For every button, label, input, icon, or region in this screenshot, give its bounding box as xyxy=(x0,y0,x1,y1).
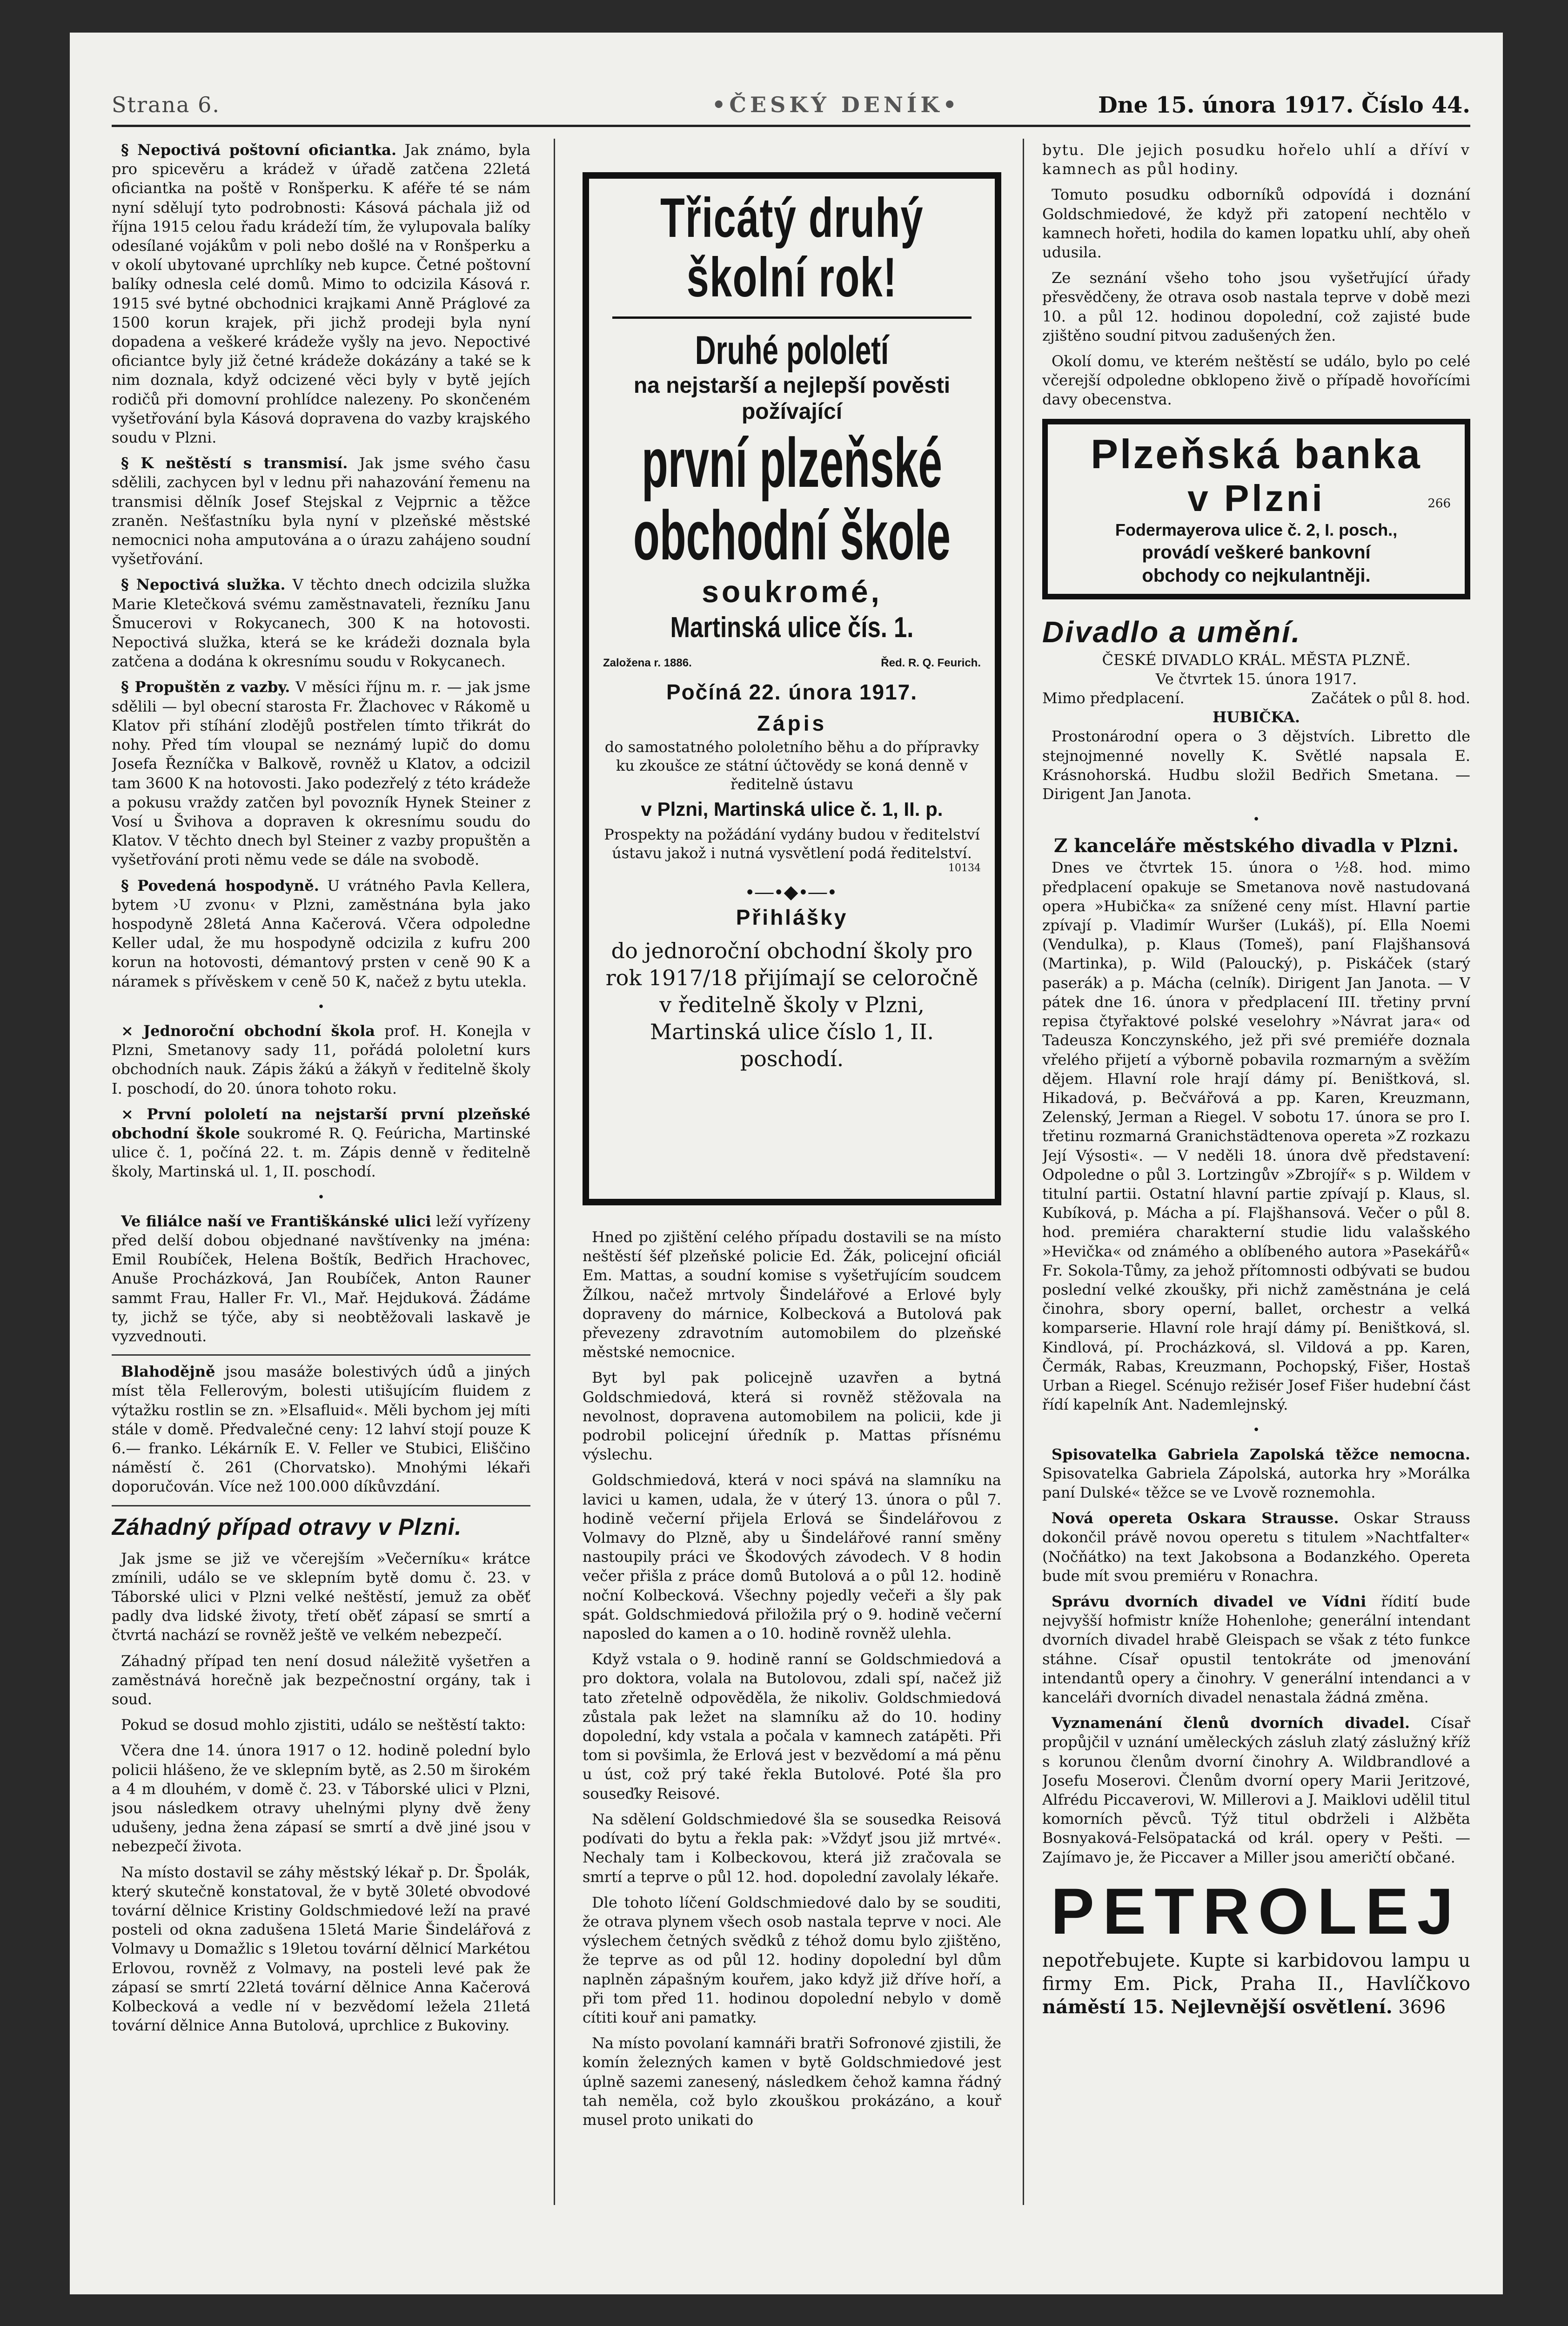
petrolej-text: nepotřebujete. Kupte si karbidovou lampu u firmy Em. Pick, Praha II., Havlíčkovo xyxy=(1042,1950,1470,1995)
article-lead: § K neštěstí s transmisí. xyxy=(121,454,348,472)
article-lead: Nová opereta Oskara Strausse. xyxy=(1052,1509,1339,1527)
ad-founded: Založena r. 1886. xyxy=(603,657,692,669)
paragraph: Včera dne 14. února 1917 o 12. hodině polední bylo policii hlášeno, že ve sklepním bytě, as 2.50 m širokém a 4 m dlouhém, v domě č. 23. v Táborské ulici v Plzni, jsou následkem otravy uhelnými plyny dvě ženy udušeny, jedna žena zápasí se smrtí a dvě jiné jsou v nebezpečí života. xyxy=(112,1741,530,1855)
bank-name: Plzeňská banka xyxy=(1091,430,1422,477)
theatre-start: Začátek o půl 8. hod. xyxy=(1311,689,1470,707)
article-text: Jak známo, byla pro spicevěru a krádež v úřadě zatčena 22letá oficiantka na poště v Ronšperku. K aféře té se nám nyní sdělují tyto podrobnosti: Kásová páchala již od října 1915 celou řadu krádeží tím, že vylupovala balíky odesílané vojákům v poli nebo došlé na v Ronšperku a v okolí ubytované uprchlíky neb kupce. Četné poštovní balíky odnesla celé domů. Mimo to odcizila Kásová r. 1915 své bytné obchodnici krajkami Anně Práglové za 1500 korun krajek, při jichž prodeji byla nyní dopadena a veškeré krádeže vyšly na jevo. Nepoctivé oficiantce byly již četné krádeže dokázány a také se k nim doznala, když odcizené věci byly v bytě jejích rodičů při domovní prohlídce nalezeny. Po skončeném vyšetřování byla Kásová dopravena do vazby krajského soudu v Plzni. xyxy=(112,141,530,447)
paragraph: Pokud se dosud mohlo zjistiti, událo se neštěstí takto: xyxy=(121,1716,526,1734)
article xyxy=(1042,1592,1470,1707)
ad-director: Řed. R. Q. Feurich. xyxy=(881,657,981,669)
theatre-date: Ve čtvrtek 15. února 1917. xyxy=(1155,670,1357,688)
paragraph: Byt byl pak policejně uzavřen a bytná Goldschmiedová, která si rovněž stěžovala na nevolnost, dopravena automobilem na policii, kde ji podrobil policejní úředník p. Mattas přísnému výslechu. xyxy=(583,1369,1001,1464)
ad-street: Martinská ulice čís. 1. xyxy=(670,612,914,644)
paragraph: Když vstala o 9. hodině ranní se Goldschmiedová a pro doktora, volala na Butolovou, zdali spí, načež již tato zřetelně odpověděla, že nikoliv. Goldschmiedová zůstala pak ležet na slamníku až do 10. hodiny dopolední, kdy vstala a počala v kamnech zatápěti. Při tom si povšimla, že Erlová jest v bezvědomí a má pěnu u úst, což prý také řekla Butolové. Poté šla pro souseďky Reisové. xyxy=(583,1650,1001,1802)
ad-term: Druhé pololetí xyxy=(695,328,889,373)
page-header xyxy=(112,92,1470,129)
article xyxy=(1042,1445,1470,1503)
article-text: Jak jsme svého času sdělili, zachycen byl v lednu při nahazování řemenu na transmisi dělník Josef Stejskal z Vejprnic a těžce zraněn. Nešťastníku byla nyní v plzeňské městské nemocnici noha amputována a o úrazu zahájeno soudní vyšetřování. xyxy=(112,454,530,568)
ad-title: Třicátý druhý xyxy=(660,187,924,249)
paragraph: Dnes ve čtvrtek 15. února o ½8. hod. mimo předplacení opakuje se Smetanova nově nastudovaná opera »Hubička« za snížené ceny míst. Hlavní partie zpívají p. Vladimír Wuršer (Lukáš), pí. Ella Noemi (Vendulka), p. Klaus (Tomeš), paní Flajšhansová (Martinka), p. Wild (Paloucký), p. Piskáček (starý paserák) a p. Mácha (celník). Dirigent Jan Janota. — V pátek dne 16. února v předplacení III. třetiny první repisa čtyřaktové polské veselohry »Návrat jara« od Tadeusza Konczynského, jež při své premiéře doznala vřelého přijetí a výborně pobavila rozmarným a svěžím dějem. Hlavní role hrají dámy pí. Beništková, sl. Hikadová, p. Bečvářová a pp. Karen, Kreuzmann, Zelenský, Jerman a Riegel. V sobotu 17. února se pro I. třetinu rozmarná Granichstädtenova opereta »Z rozkazu Její Výsosti«. — V neděli 18. února dvě představení: Odpoledne o půl 3. Lortzingův »Zbrojíř« s p. Wildem v titulní partii. Ostatní hlavní partie zpívají p. Klaus, sl. Kubíková, p. Mácha a pí. Flajšhansová. Večer o půl 8. hod. premiéra charakterní studie lidu valašského »Hevička« od známého a oblíbeného autora »Pasekářů« Fr. Sokola-Tůmy, za jehož přítomnosti odbývati se budou poslední velké zkoušky, při nichž zaměstnána je celá činohra, sbory operní, ballet, orchestr a velká komparserie. Hlavní role hrají dámy pí. Beništková, sl. Kindlová, pí. Procházková, sl. Vildová a pp. Karen, Čermák, Rabas, Kreuzmann, Pochopský, Fišer, Hostaš Urban a Riegel. Scénujo režisér Josef Fišer hudební část řídí kapelník Ant. Nademlejnský. xyxy=(1042,859,1470,1414)
paragraph: Na místo dostavil se záhy městský lékař p. Dr. Špolák, který skutečně konstatoval, že v bytě 30leté obvodové tovární dělnice Kristiny Goldschmiedové leží na pravé posteli od okna zadušena 15letá Marie Šindelářová z Volmavy u Domažlic s 19letou tovární dělnicí Markétou Erlovou, rovněž z Volmavy, na posteli levé pak že zápasí se smrtí 22letá tovární dělnice Anna Kačerová Kolbecková a vedle ní v bezvědomí ležela 21letá tovární dělnice Anna Butolová, uprchlice z Bukoviny. xyxy=(112,1863,530,2035)
article xyxy=(112,1212,530,1346)
article-lead: Ve filiálce naší ve Františkánské ulici xyxy=(121,1212,431,1230)
article-lead: § Nepoctivá služka. xyxy=(121,576,286,594)
article-text: leží vyřízeny před delší dobou objednané navštívenky na jména: Emil Roubíček, Helena Boštík, Bedřich Hrachovec, Anuše Procházková, Jan Roubíček, Anton Rauner sammt Frau, Haller Fr. Vl., Mař. Hejduková. Žádáme ty, jichž se týče, aby si neobtěžovali laskavě je vyzvednouti. xyxy=(112,1212,530,1345)
article-lead: § Nepoctivá poštovní oficiantka. xyxy=(121,141,397,159)
ad-rule xyxy=(612,316,972,319)
separator: • xyxy=(317,1000,325,1014)
issue-date: Dne 15. února 1917. Číslo 44. xyxy=(1098,92,1470,118)
ad-title: školní rok! xyxy=(686,246,898,309)
paragraph: Jak jsme se již ve včerejším »Večerníku« krátce zmínili, událo se ve sklepním bytě domu č. 23. v Táborské ulici v Plzni velké neštěstí, jemuž za oběť padly dva lidské životy, třetí oběť zápasí se smrtí a čtvrtá nachází se rovněž ještě ve velkém nebezpečí. xyxy=(112,1549,530,1644)
article-lead: § Povedená hospodyně. xyxy=(121,876,319,894)
ad-subline: na nejstarší a nejlepší pověsti xyxy=(633,373,951,398)
article xyxy=(112,141,530,447)
ad-school-name: první plzeňské xyxy=(641,424,943,502)
bank-address: Fodermayerova ulice č. 2, I. posch., xyxy=(1115,520,1398,539)
theatre-play-title xyxy=(1042,708,1470,727)
paragraph: Prostonárodní opera o 3 dějstvích. Libretto dle stejnojmenné novelly K. Světlé napsala E. Krásnohorská. Hudbu složil Bedřich Smetana. — Dirigent Jan Janota. xyxy=(1042,727,1470,803)
ad-info-row xyxy=(603,657,981,670)
paragraph: bytu. Dle jejich posudku hořelo uhlí a dříví v kamnech as půl hodiny. xyxy=(1042,141,1470,178)
ad-kind: soukromé, xyxy=(702,574,882,609)
article-text: U vrátného Pavla Kellera, bytem ›U zvonu‹ v Plzni, zaměstnána byla jako hospodyně 28letá Anna Kačerová. Včera odpoledne Keller udal, že mu hospodyně odcizila z kufru 200 korun na hotovosti, démantový prsten v ceně 90 K a náramek s přívěskem v ceně 50 K, načež z bytu utekla. xyxy=(112,876,530,990)
article-lead: Blahodějně xyxy=(121,1363,215,1381)
paragraph: Na místo povolaní kamnáři bratři Sofronové zjistili, že komín železných kamen v bytě Goldschmiedové jest úplně sazemi zanesený, následkem čehož kamna řádný tah neměla, což bylo zkouškou prokázáno, a kouř musel proto unikati do xyxy=(583,2034,1001,2129)
page-number: Strana 6. xyxy=(112,92,220,117)
article xyxy=(112,876,530,991)
rule xyxy=(112,1505,530,1506)
theatre-info-row xyxy=(1042,689,1470,708)
masthead: •ČESKÝ DENÍK• xyxy=(712,92,960,117)
article-text: V těchto dnech odcizila služka Marie Kletečková svému zaměstnavateli, řezníku Janu Šmucerovi v Rokycanech, 300 K na hotovosti. Nepoctivá služka, která se ke krádeži doznala byla zatčena a dodána k okresnímu soudu v Rokycanech. xyxy=(112,576,530,671)
paragraph: Goldschmiedová, která v noci spává na slamníku na lavici u kamen, udala, že v úterý 13. února o půl 7. hodině večerní přijela Erlová se Šindelářovou z Volmavy do Plzně, aby u Šindelářové ranní směny nastoupily práci ve Škodových závodech. V 8 hodin večer přišla z práce domů Butolová a o půl 12. hodině noční Kolbecková. Všechny pojedly večeři a šly pak spát. Goldschmiedová přiložila prý o 9. hodině večerní naposled do kamen a o 10. hodině rovněž ulehla. xyxy=(583,1471,1001,1643)
petrolej-code: 3696 xyxy=(1398,1996,1446,2018)
article-lead: × První pololetí na nejstarší první plzeňské obchodní škole xyxy=(112,1105,530,1142)
article xyxy=(112,678,530,869)
bank-ad-code: 266 xyxy=(1427,496,1451,511)
paragraph: Okolí domu, ve kterém neštěstí se událo, bylo po celé včerejší odpoledne obklopeno živě o případě hovořícími davy obecenstva. xyxy=(1042,352,1470,409)
bank-city: v Plzni xyxy=(1187,477,1325,519)
article-text: jsou masáže bolestivých údů a jiných míst těla Fellerovým, bolesti utišujícím fluidem z výtažku rostlin se zn. »Elsafluid«. Měli bychom jej míti stále v domě. Předvalečné ceny: 12 lahví stojí pouze K 6.— franko. Lékárník E. V. Feller ve Stubici, Eliščino náměstí č. 261 (Chorvatsko). Mnohými lékaři doporučován. Více než 100.000 díkůvzdání. xyxy=(112,1363,530,1496)
rule xyxy=(112,1354,530,1356)
paragraph: Na sdělení Goldschmiedové šla se sousedka Reisová podívati do bytu a řekla pak: »Vždyť jsou již mrtvé«. Nechaly tam i Kolbeckovou, která již zračovala se smrtí a teprve o půl 12. hod. dopolední zavolaly lékaře. xyxy=(583,1810,1001,1886)
article-lead: § Propuštěn z vazby. xyxy=(121,678,290,696)
article-headline: Záhadný případ otravy v Plzni. xyxy=(112,1513,462,1540)
bank-slogan: provádí veškeré bankovní xyxy=(1142,542,1371,563)
play-title: HUBIČKA. xyxy=(1212,708,1300,726)
paragraph: Hned po zjištění celého případu dostavili se na místo neštěstí šéf plzeňské policie Ed. Žák, policejní oficiál Em. Mattas, a soudní komise s vyšetřujícím soudcem Žílkou, načež mrtvoly Šindelářové a Erlové byly dopraveny do márnice, Kolbecková a Butolová pak převezeny zdravotním automobilem do plzeňské městské nemocnice. xyxy=(583,1228,1001,1361)
article xyxy=(112,454,530,569)
ad-code: 10134 xyxy=(948,862,981,874)
theatre-subscription: Mimo předplacení. xyxy=(1042,689,1185,707)
ad-prospekt-text: Prospekty na požádání vydány budou v ředitelství ústavu jakož i nutná vysvětlení podá ředitelství. xyxy=(604,826,980,862)
school-advertisement xyxy=(583,172,1001,1205)
article-lead: × Jednoroční obchodní škola xyxy=(121,1022,375,1040)
paragraph: Dle tohoto líčení Goldschmiedové dalo by se souditi, že otrava plynem všech osob nastala teprve v noci. Ale výslechem četných svědků z téhož domu bylo zjištěno, že teprve as od půl 12. hodiny dopolední byl dům naplněn zápašným kouřem, jako když již dříve hoří, a při tom před 11. hodinou dopolední nebylo v domě cítiti kouř ani pamatky. xyxy=(583,1893,1001,2026)
article-lead: Vyznamenání členů dvorních divadel. xyxy=(1052,1714,1410,1732)
article xyxy=(1042,1714,1470,1867)
paragraph: Ze seznání všeho toho jsou vyšetřující úřady přesvědčeny, že otrava osob nastala teprve v době mezi 10. a půl 12. hodinou dopolední, což zajisté bude zjištěno soudní pitvou zadušených žen. xyxy=(1042,269,1470,344)
newspaper-page xyxy=(70,33,1503,2294)
article-text: Císař propůjčil v uznání uměleckých zásluh zlatý záslužný kříž s korunou členům dvorní činohry A. Wildbrandlové a Josefu Moserovi. Členům dvorní opery Marii Jeritzové, Alfrédu Piccaverovi, W. Millerovi a J. Maiklovi udělil titul komorních pěvců. Týž titul obdrželi i Alžběta Bosnyaková-Felsöpatacká od král. opery v Pešti. — Zajímavo je, že Piccaver a Miller jsou američtí občané. xyxy=(1042,1714,1470,1866)
column-left xyxy=(112,141,530,2198)
article-lead: Spisovatelka Gabriela Zapolská těžce nemocna. xyxy=(1052,1445,1470,1463)
ad-enrollment-text: do samostatného pololetního běhu a do přípravky ku zkoušce ze státní účtovědy se koná denně v ředitelně ústavu xyxy=(604,738,979,793)
article xyxy=(112,1022,530,1098)
advertisement xyxy=(112,1362,530,1496)
bank-advertisement xyxy=(1042,419,1470,599)
theatre-name: ČESKÉ DIVADLO KRÁL. MĚSTA PLZNĚ. xyxy=(1102,651,1411,669)
article xyxy=(112,575,530,671)
article-text: řídití bude nejvyšší hofmistr kníže Hohenlohe; generální intendant dvorních divadel hrabě Gleispach se však z této funkce stáhne. Císař opustil tentokráte od jmenování intendantů opery a činohry. V generální intendanci a v kanceláři dvorních divadel nenastala žádná změna. xyxy=(1042,1592,1470,1706)
ad-subline: požívající xyxy=(741,399,843,424)
ad-ornament: •—•◆•—• xyxy=(746,882,838,902)
petrolej-ad-title: PETROLEJ xyxy=(1051,1874,1462,1948)
article-text: Spisovatelka Gabriela Zápolská, autorka hry »Morálka paní Dulské« těžce se ve Lvově roznemohla. xyxy=(1042,1464,1470,1501)
ad-enrollment-heading: Zápis xyxy=(757,711,827,735)
section-heading: Divadlo a umění. xyxy=(1042,615,1301,649)
column-divider xyxy=(554,139,555,2205)
office-title: Z kanceláře městského divadla v Plzni. xyxy=(1053,835,1459,857)
article xyxy=(1042,1509,1470,1586)
column-right xyxy=(1042,141,1470,2198)
column-middle xyxy=(583,1228,1001,2224)
ad-applications-text: do jednoroční obchodní školy pro rok 1917/18 přijímají se celoročně v ředitelně školy v Plzni, Martinská ulice číslo 1, II. poschodí. xyxy=(605,938,978,1071)
ad-address: v Plzni, Martinská ulice č. 1, II. p. xyxy=(641,798,943,820)
separator: • xyxy=(317,1190,325,1204)
article-text: prof. H. Konejla v Plzni, Smetanovy sady 11, pořádá pololetní kurs obchodních nauk. Zápis žákú a žákyň v ředitelně školy I. poschodí, do 20. února tohoto roku. xyxy=(112,1022,530,1097)
ad-school-name: obchodní škole xyxy=(633,496,951,574)
article-text: V měsíci říjnu m. r. — jak jsme sdělili — byl obecní starosta Fr. Žlachovec v Rákomě u Klatov při stíhání zlodějů postřelen tímto třikrát do nohy. Před tím vloupal se neznámý lupič do domu Josefa Řezníčka v Balkově, rovněž u Klatov, a odcizil tam 3600 K na hotovosti. Jako podezřelý z této krádeže a pokusu vraždy zatčen byl povozník Hynek Steiner z Vosí u Švihova a dopraven k okresnímu soudu do Klatov. V těchto dnech byl Steiner z vazby propuštěn a vyšetřování proti němu vede se dále na svobodě. xyxy=(112,678,530,869)
article-text: soukromé R. Q. Feúricha, Martinské ulice č. 1, počíná 22. t. m. Zápis denně v ředitelně školy, Martinská ul. 1, II. poschodí. xyxy=(112,1124,530,1181)
article xyxy=(112,1105,530,1182)
petrolej-slogan: náměstí 15. Nejlevnější osvětlení. xyxy=(1042,1996,1393,2018)
paragraph: Tomuto posudku odborníků odpovídá i doznání Goldschmiedové, že když při zatopení nechtělo v kamnech hořeti, hodila do kamen lopatku uhlí, aby oheň udusila. xyxy=(1042,186,1470,262)
separator: • xyxy=(1253,1423,1260,1438)
bank-slogan: obchody co nejkulantněji. xyxy=(1142,565,1371,586)
column-divider xyxy=(1023,139,1024,2205)
subsection-heading xyxy=(1042,834,1470,858)
separator: • xyxy=(1253,813,1260,827)
article-lead: Správu dvorních divadel ve Vídni xyxy=(1052,1592,1367,1610)
paragraph: Záhadný případ ten není dosud náležitě vyšetřen a zaměstnává horečně jak bezpečnostní orgány, tak i soud. xyxy=(112,1652,530,1708)
article-text: Oskar Strauss dokončil právě novou operetu s titulem »Nachtfalter« (Nočňátko) na text Jakobsona a Bodanzkého. Opereta bude mít svou premiéru v Ronachra. xyxy=(1042,1509,1470,1585)
ad-applications-heading: Přihlášky xyxy=(736,905,848,929)
header-rule xyxy=(112,125,1470,127)
ad-start-date: Počíná 22. února 1917. xyxy=(666,680,918,704)
petrolej-ad-text xyxy=(1042,1949,1470,2019)
